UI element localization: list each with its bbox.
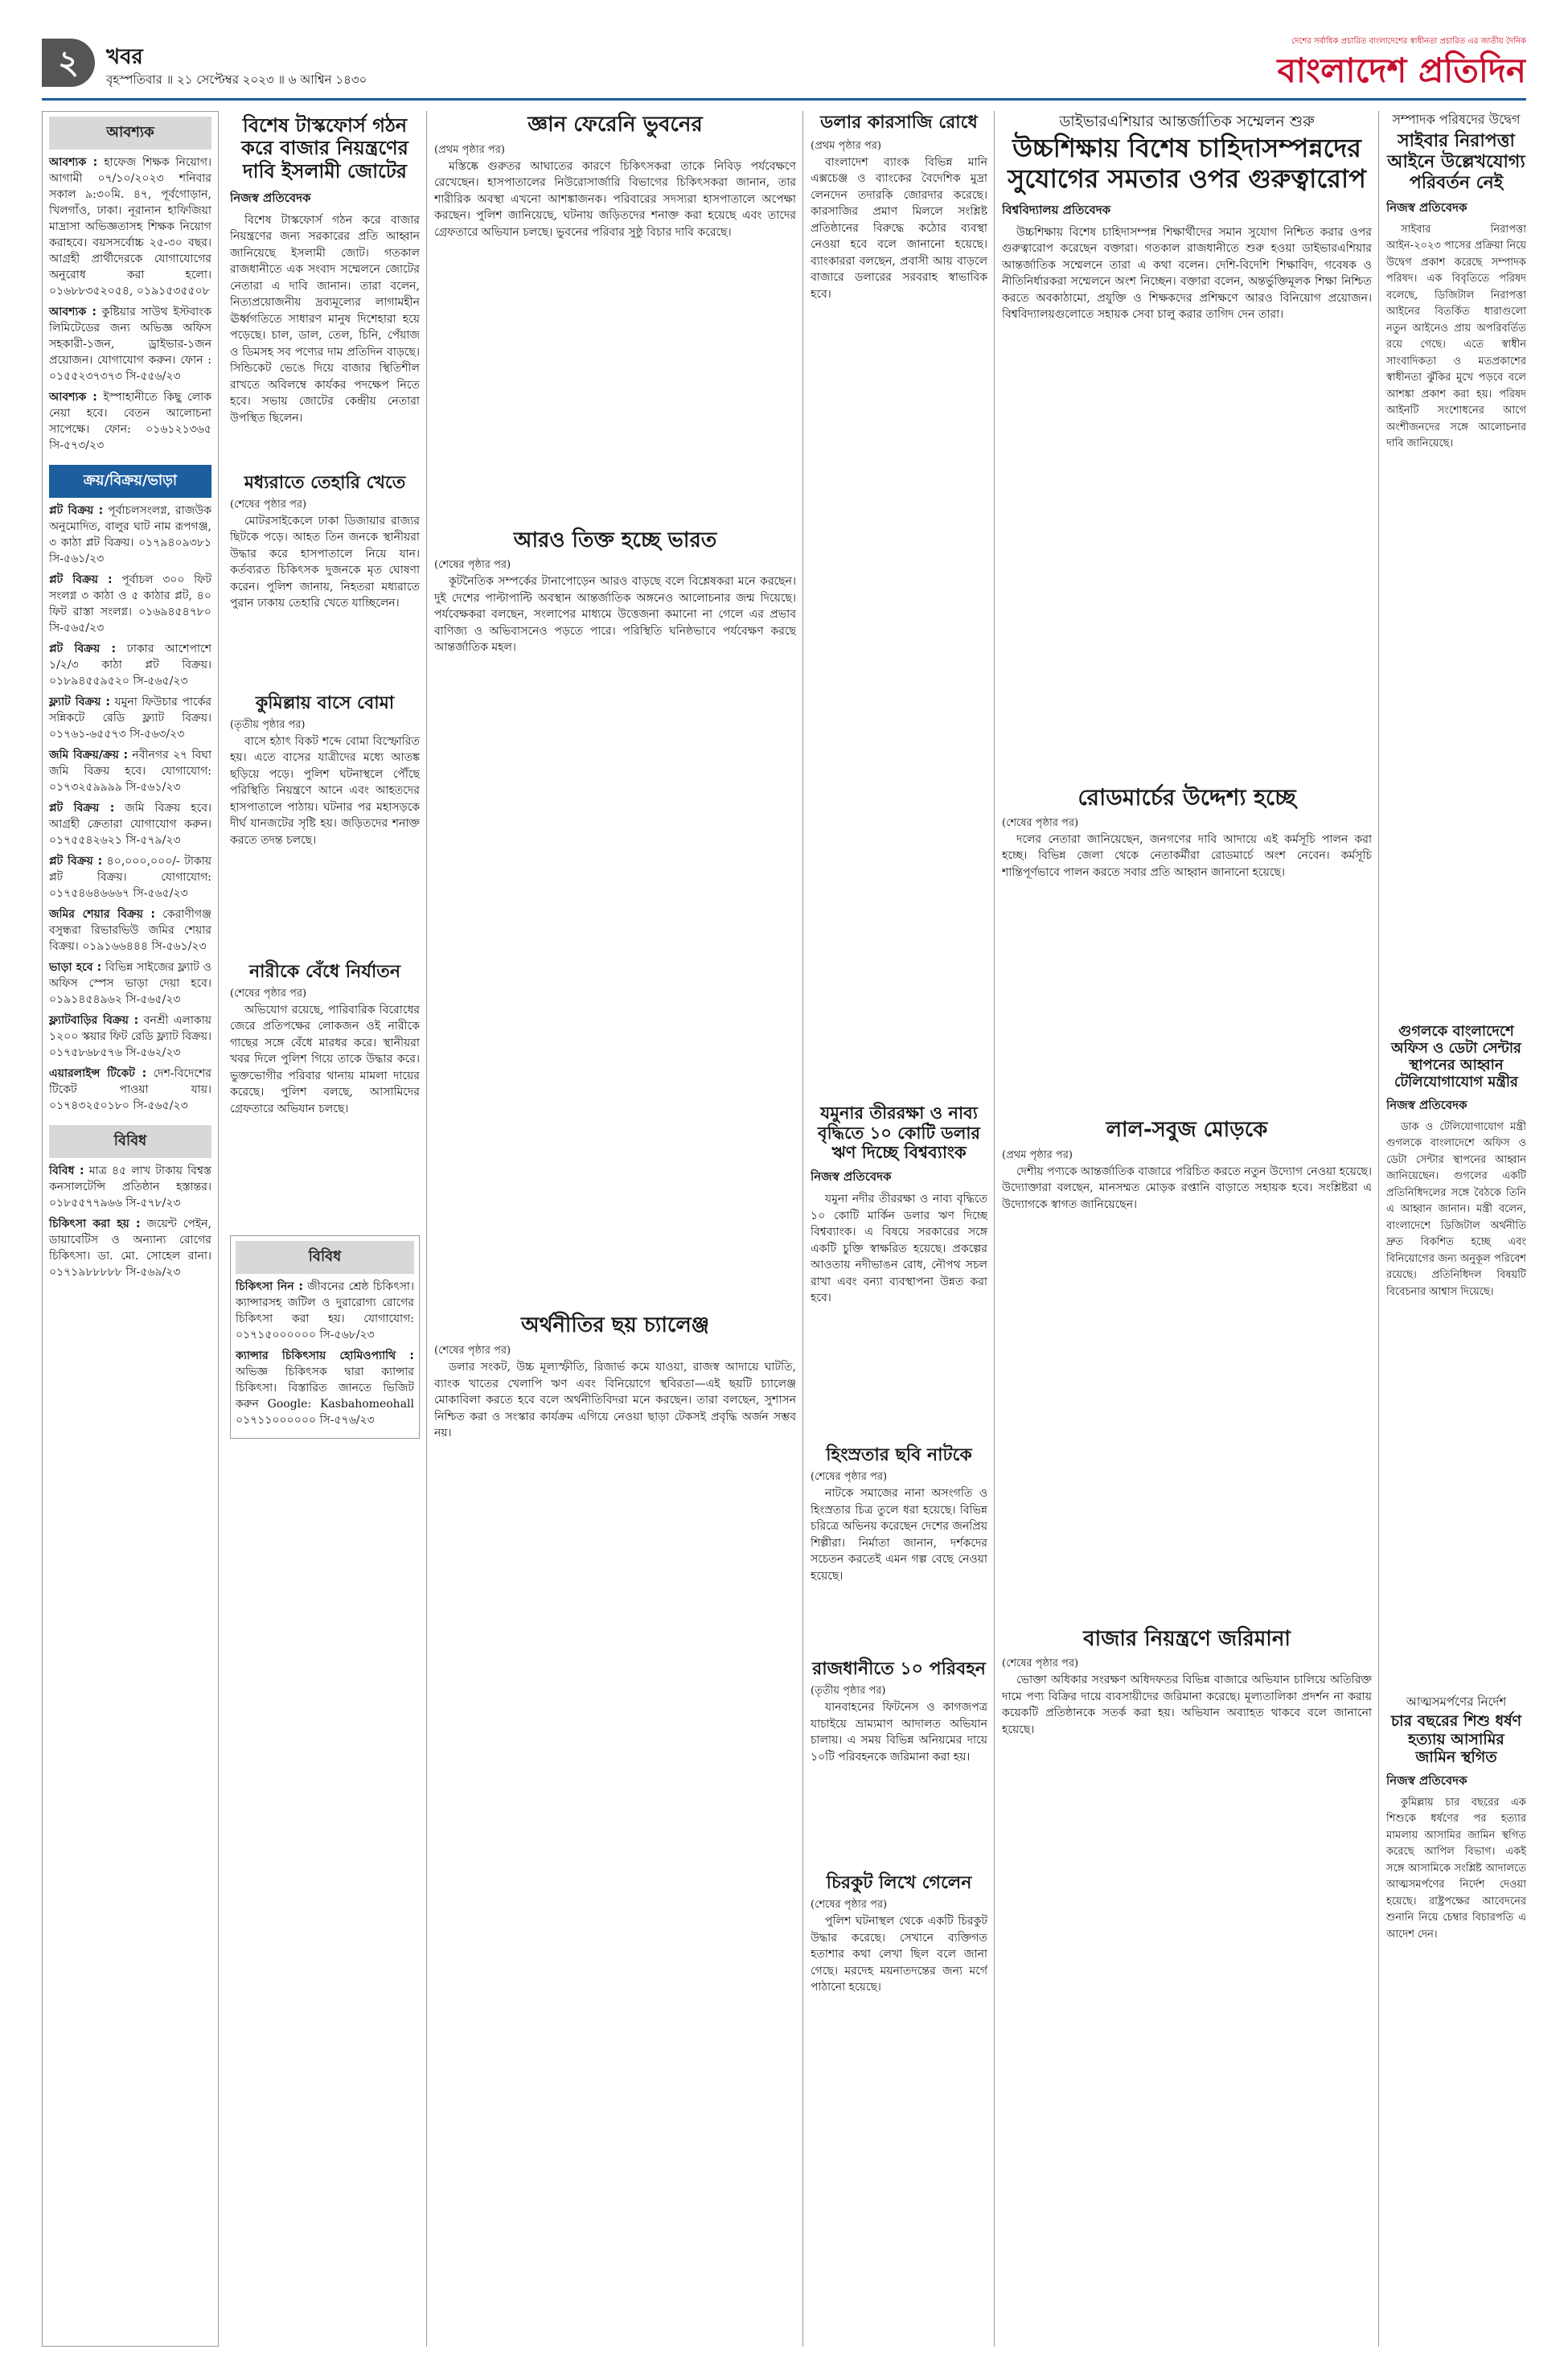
classified-item: চিকিৎসা নিন : জীবনের শ্রেষ্ঠ চিকিৎসা। ক্যান্সারসহ জটিল ও দুরারোগ্য রোগের চিকিৎসা করা হয়। যোগাযোগ: ০১৭১৫০০০০০০ সি-৫৬৮/২৩ (236, 1279, 415, 1341)
article-child-case (1386, 1695, 1526, 2197)
article-bhuban (434, 113, 796, 512)
article-comilla-bomb (230, 693, 420, 943)
article-market-fine (1002, 1627, 1372, 2236)
article-body: যমুনা নদীর তীররক্ষা ও নাব্য বৃদ্ধিতে ১০ কোটি মার্কিন ডলার ঋণ দিচ্ছে বিশ্বব্যাংক। এ বিষয়ে সরকারের সঙ্গে একটি চুক্তি স্বাক্ষরিত হয়েছে। প্রকল্পের আওতায় নদীভাঙন রোধ, নৌপথ সচল রাখা এবং বন্যা ব্যবস্থাপনা উন্নত করা হবে। (811, 1193, 987, 1305)
article-byline: নিজস্ব প্রতিবেদক (230, 190, 311, 205)
article-headline: লাল-সবুজ মোড়কে (1106, 1117, 1268, 1142)
article-body: ভোক্তা অধিকার সংরক্ষণ অধিদফতর বিভিন্ন বাজারে অভিযান চালিয়ে অতিরিক্ত দামে পণ্য বিক্রির দায়ে ব্যবসায়ীদের জরিমানা করেছে। মূল্যতালিকা প্রদর্শন না করায় কয়েকটি প্রতিষ্ঠানকে সতর্ক করা হয়। অভিযান অব্যাহত থাকবে বলে জানানো হয়েছে। (1002, 1674, 1372, 1736)
article-body: মোটরসাইকেলে ঢাকা ডিজায়ার রাজ্যর ছিটকে পড়ে। আহত তিন জনকে স্থানীয়রা উদ্ধার করে হাসপাতালে নিয়ে যান। কর্তব্যরত চিকিৎসক দুজনকে মৃত ঘোষণা করেন। পুলিশ জানায়, নিহতরা মধ্যরাতে পুরান ঢাকায় তেহারি খেতে যাচ্ছিলেন। (230, 514, 420, 610)
article-body: পুলিশ ঘটনাস্থল থেকে একটি চিরকুট উদ্ধার করেছে। সেখানে ব্যক্তিগত হতাশার কথা লেখা ছিল বলে জানা গেছে। মরদেহ ময়নাতদন্তের জন্য মর্গে পাঠানো হয়েছে। (811, 1915, 987, 1994)
article-kicker: সম্পাদক পরিষদের উদ্বেগ (1392, 112, 1521, 127)
article-body: কুমিল্লায় চার বছরের এক শিশুকে ধর্ষণের পর হত্যার মামলায় আসামির জামিন স্থগিত করেছে আপিল বিভাগ। একই সঙ্গে আসামিকে সংশ্লিষ্ট আদালতে আত্মসমর্পণের নির্দেশ দেওয়া হয়েছে। রাষ্ট্রপক্ষের আবেদনের শুনানি নিয়ে চেম্বার বিচারপতি এ আদেশ দেন। (1386, 1796, 1526, 1941)
logo-tagline: দেশের সর্বাধিক প্রচারিত বাংলাদেশের স্বাধীনতা প্রচারিত এর জাতীয় দৈনিক (1291, 37, 1526, 46)
article-woman-torture (230, 962, 420, 1211)
article-body: বাংলাদেশ ব্যাংক বিভিন্ন মানি এক্সচেঞ্জ ও ব্যাংকের বৈদেশিক মুদ্রা লেনদেন তদারকি জোরদার করেছে। কারসাজির প্রমাণ মিললে সংশ্লিষ্ট প্রতিষ্ঠানের বিরুদ্ধে কঠোর ব্যবস্থা নেওয়া হবে বলে জানানো হয়েছে। ব্যাংকাররা বলছেন, প্রবাসী আয় বাড়লে বাজারে ডলারের সরবরাহ স্বাভাবিক হবে। (811, 155, 987, 301)
article-body: দেশীয় পণ্যকে আন্তর্জাতিক বাজারে পরিচিত করতে নতুন উদ্যোগ নেওয়া হয়েছে। উদ্যোক্তারা বলছেন, মানসম্মত মোড়ক রপ্তানি বাড়াতে সহায়ক হবে। সংশ্লিষ্টরা এ উদ্যোগকে স্বাগত জানিয়েছেন। (1002, 1164, 1372, 1211)
classified-item: জমি বিক্রয়/ক্রয় : নবীনগর ২৭ বিঘা জমি বিক্রয় হবে। যোগাযোগ: ০১৭৩২৫৯৯৯৯ সি-৫৬১/২৩ (49, 749, 212, 794)
column-6 (1002, 111, 1372, 2347)
continuation-note: (শেষের পৃষ্ঠার পর) (230, 498, 307, 511)
classified-item: এয়ারলাইন্স টিকেট : দেশ-বিদেশের টিকেট পাওয়া যায়। ০১৭৪৩২৫০১৮০ সি-৫৬৫/২৩ (49, 1067, 211, 1112)
article-google (1386, 1023, 1526, 1682)
masthead-logo (1156, 35, 1526, 93)
column-3 (434, 111, 796, 2347)
article-byline: নিজস্ব প্রতিবেদক (1386, 1097, 1467, 1112)
continuation-note: (প্রথম পৃষ্ঠার পর) (811, 139, 881, 152)
bibidh-box (230, 1235, 420, 1439)
article-jamuna (811, 1103, 987, 1432)
classified-item: বিবিধ : মাত্র ৪৫ লাখ টাকায় বিশ্বস্ত কনসালটেন্সি প্রতিষ্ঠান হস্তান্তর। ০১৮৫৫৭৭৯৬৬ সি-৫৭৮/২৩ (49, 1164, 212, 1210)
article-body: উচ্চশিক্ষায় বিশেষ চাহিদাসম্পন্ন শিক্ষার্থীদের সমান সুযোগ নিশ্চিত করার ওপর গুরুত্বারোপ করেছেন বক্তারা। গতকাল রাজধানীতে শুরু হওয়া ডাইভারএশিয়ার আন্তর্জাতিক সম্মেলনে তারা এ কথা বলেন। দেশি-বিদেশি শিক্ষাবিদ, গবেষক ও নীতিনির্ধারকরা সম্মেলনে অংশ নিচ্ছেন। বক্তারা বলেন, অন্তর্ভুক্তিমূলক শিক্ষা নিশ্চিত করতে অবকাঠামো, প্রযুক্তি ও শিক্ষকদের প্রশিক্ষণে আরও বিনিয়োগ প্রয়োজন। বিশ্ববিদ্যালয়গুলোতে সহায়ক সেবা চালু করার তাগিদ দেন তারা। (1002, 225, 1372, 322)
continuation-note: (শেষের পৃষ্ঠার পর) (811, 1471, 888, 1484)
classified-item: প্লট বিক্রয় : পূর্বাচলসংলগ্ন, রাজউক অনুমোদিত, বালুর ঘাট নাম রূপগঞ্জ, ৩ কাঠা প্লট বিক্রয়। ০১৭৯৪০৯৩৮১ সি-৫৬১/২৩ (49, 504, 211, 565)
classified-item: ক্যান্সার চিকিৎসায় হোমিওপ্যাথি : অভিজ্ঞ চিকিৎসক দ্বারা ক্যান্সার চিকিৎসা। বিস্তারিত জানতে ভিজিট করুন Google: Kasbahomeohall ০১৭১১০০০০০০ সি-৫৭৬/২৩ (236, 1349, 414, 1427)
column-rule (802, 111, 803, 2347)
continuation-note: (শেষের পৃষ্ঠার পর) (230, 987, 307, 1000)
article-body: নাটকে সমাজের নানা অসংগতি ও হিংস্রতার চিত্র তুলে ধরা হয়েছে। বিভিন্ন চরিত্রে অভিনয় করেছেন দেশের জনপ্রিয় শিল্পীরা। নির্মাতা জানান, দর্শকদের সচেতন করতেই এমন গল্প বেছে নেওয়া হয়েছে। (811, 1487, 987, 1583)
column-5 (811, 111, 987, 2347)
continuation-note: (তৃতীয় পৃষ্ঠার পর) (811, 1685, 886, 1698)
article-body: কূটনৈতিক সম্পর্কের টানাপোড়েন আরও বাড়ছে বলে বিশ্লেষকরা মনে করছেন। দুই দেশের পাল্টাপাল্টি অবস্থান আন্তর্জাতিক অঙ্গনেও আলোচনার জন্ম দিয়েছে। পর্যবেক্ষকরা বলছেন, সংলাপের মাধ্যমে উত্তেজনা কমানো না গেলে এর প্রভাব বাণিজ্য ও অভিবাসনেও পড়তে পারে। পরিস্থিতি ঘনিষ্ঠভাবে পর্যবেক্ষণ করছে আন্তর্জাতিক মহল। (434, 575, 796, 655)
article-byline: নিজস্ব প্রতিবেদক (811, 1169, 892, 1185)
continuation-note: (শেষের পৃষ্ঠার পর) (1002, 816, 1079, 829)
article-kicker: ডাইভারএশিয়ার আন্তর্জাতিক সম্মেলন শুরু (1059, 113, 1315, 130)
classified-item: ফ্ল্যাটবাড়ির বিক্রয় : বনশ্রী এলাকায় ১২০০ স্কয়ার ফিট রেডি ফ্ল্যাট বিক্রয়। ০১৭৫৮৬৮৫৭৬ সি-৫৬২/২৩ (49, 1014, 212, 1059)
article-diversasia (1002, 113, 1372, 771)
classified-head-buy-sell: ক্রয়/বিক্রয়/ভাড়া (49, 465, 211, 498)
column-2 (230, 111, 420, 2347)
classified-list-buy-sell (49, 503, 211, 1114)
article-headline: রাজধানীতে ১০ পরিবহন (812, 1659, 986, 1680)
article-headline: সাইবার নিরাপত্তা আইনে উল্লেখযোগ্য পরিবর্তন নেই (1387, 130, 1525, 193)
article-headline: কুমিল্লায় বাসে বোমা (255, 692, 395, 713)
article-islami-jote (230, 114, 420, 454)
article-kicker: আত্মসমর্পণের নির্দেশ (1406, 1694, 1507, 1709)
classified-item: প্লট বিক্রয় : ৪০,০০০,০০০/- টাকায় প্লট বিক্রয়। যোগাযোগ: ০১৭৫৪৬৪৬৬৬৭ সি-৫৬৫/২৩ (49, 855, 211, 900)
logo-text: বাংলাদেশ প্রতিদিন (1277, 51, 1526, 90)
article-headline: মধ্যরাতে তেহারি খেতে (244, 472, 406, 493)
article-body: অভিযোগ রয়েছে, পারিবারিক বিরোধের জেরে প্রতিপক্ষের লোকজন ওই নারীকে গাছের সঙ্গে বেঁধে মারধর করে। স্থানীয়রা খবর দিলে পুলিশ গিয়ে তাকে উদ্ধার করে। ভুক্তভোগীর পরিবার থানায় মামলা দায়ের করেছে। পুলিশ বলছে, আসামিদের গ্রেফতারে অভিযান চলছে। (230, 1003, 420, 1115)
article-body: বাসে হঠাৎ বিকট শব্দে বোমা বিস্ফোরিত হয়। এতে বাসের যাত্রীদের মধ্যে আতঙ্ক ছড়িয়ে পড়ে। পুলিশ ঘটনাস্থলে পৌঁছে পরিস্থিতি নিয়ন্ত্রণে আনে এবং আহতদের হাসপাতালে পাঠায়। ঘটনার পর মহাসড়কে দীর্ঘ যানজটের সৃষ্টি হয়। জড়িতদের শনাক্ত করতে তদন্ত চলছে। (230, 734, 420, 847)
article-headline: উচ্চশিক্ষায় বিশেষ চাহিদাসম্পন্নদের সুযোগের সমতার ওপর গুরুত্বারোপ (1008, 133, 1366, 195)
classified-list-misc (49, 1163, 211, 1280)
article-body: যানবাহনের ফিটনেস ও কাগজপত্র যাচাইয়ে ভ্রাম্যমাণ আদালত অভিযান চালায়। এ সময় বিভিন্ন অনিয়মের দায়ে ১০টি পরিবহনকে জরিমানা করা হয়। (811, 1701, 987, 1764)
classified-item: ভাড়া হবে : বিভিন্ন সাইজের ফ্ল্যাট ও অফিস স্পেস ভাড়া দেয়া হবে। ০১৯১৪৫৪৯৬২ সি-৫৬৫/২৩ (49, 961, 211, 1006)
article-byline: নিজস্ব প্রতিবেদক (1386, 199, 1467, 215)
continuation-note: (শেষের পৃষ্ঠার পর) (811, 1899, 888, 1912)
article-red-green (1002, 1118, 1372, 1614)
page-header (42, 35, 1526, 95)
classified-list-wanted (49, 154, 211, 454)
article-drama (811, 1445, 987, 1646)
continuation-note: (প্রথম পৃষ্ঠার পর) (1002, 1148, 1073, 1161)
article-cyber (1386, 113, 1526, 1010)
classified-item: চিকিৎসা করা হয় : জয়েন্ট পেইন, ডায়াবেটিস ও অন্যান্য রোগের চিকিৎসা। ডা. মো. সোহেল রানা। ০১৭১৯৮৮৮৮৮ সি-৫৬৯/২৩ (49, 1218, 211, 1279)
bibidh-head: বিবিধ (236, 1241, 414, 1274)
article-india (434, 528, 796, 1298)
article-note (811, 1873, 987, 2154)
article-headline: বাজার নিয়ন্ত্রণে জরিমানা (1083, 1626, 1291, 1651)
article-headline: নারীকে বেঁধে নির্যাতন (249, 961, 400, 982)
page-number: ২ (57, 44, 79, 81)
classified-item: প্লট বিক্রয় : ঢাকার আশেপাশে ১/২/৩ কাঠা প্লট বিক্রয়। ০১৮৯৪৫৫৯৫২০ সি-৫৬৫/২৩ (49, 643, 211, 688)
article-dollar (811, 113, 987, 1087)
continuation-note: (শেষের পৃষ্ঠার পর) (434, 1345, 511, 1357)
section-name: খবর (106, 45, 143, 69)
continuation-note: (শেষের পৃষ্ঠার পর) (434, 559, 511, 572)
classified-head-misc: বিবিধ (49, 1125, 211, 1158)
article-body: দলের নেতারা জানিয়েছেন, জনগণের দাবি আদায়ে এই কর্মসূচি পালন করা হচ্ছে। বিভিন্ন জেলা থেকে নেতাকর্মীরা রোডমার্চে অংশ নেবেন। কর্মসূচি শান্তিপূর্ণভাবে পালন করতে সবার প্রতি আহ্বান জানানো হয়েছে। (1002, 832, 1372, 879)
header-rule (42, 98, 1526, 101)
article-tehari (230, 473, 420, 674)
classified-item: আবশ্যক : হাফেজ শিক্ষক নিয়োগ। আগামী ০৭/১০/২০২৩ শনিবার সকাল ৯:৩০মি. ৪৭, পূর্বগোড়ান, খিলগাঁও, ঢাকা। নূরানান হাফিজিয়া মাদ্রাসা অভিজ্ঞতাসহ শিক্ষক নিয়োগ করাহবে। বয়সসর্বোচ্চ ২৫-৩০ বছর। আগ্রহী প্রার্থীদেরকে যোগাযোগের অনুরোধ করা হলো। ০১৬৮৮৩৫২০৫৪, ০১৯১৫৩৫৫০৮ (49, 156, 212, 298)
article-headline: চিরকুট লিখে গেলেন (826, 1873, 972, 1894)
article-roadmarch (1002, 784, 1372, 1105)
column-rule (1378, 111, 1379, 2347)
classifieds-column (42, 111, 219, 2347)
article-body: মস্তিষ্কে গুরুতর আঘাতের কারণে চিকিৎসকরা তাকে নিবিড় পর্যবেক্ষণে রেখেছেন। হাসপাতালের নিউরোসার্জারি বিভাগের চিকিৎসকরা জানান, তার শারীরিক অবস্থা এখনো আশঙ্কাজনক। পরিবারের সদস্যরা হাসপাতালে অপেক্ষা করছেন। পুলিশ জানিয়েছে, ঘটনায় জড়িতদের শনাক্ত করা হয়েছে এবং তাদের গ্রেফতারে অভিযান চলছে। ভুবনের পরিবার সুষ্ঠু বিচার দাবি করেছে। (434, 159, 796, 239)
classified-item: ফ্ল্যাট বিক্রয় : যমুনা ফিউচার পার্কের সন্নিকটে রেডি ফ্ল্যাট বিক্রয়। ০১৭৬১-৬৫৫৭৩ সি-৫৬৩/২৩ (49, 696, 211, 741)
page-number-badge (42, 39, 95, 87)
article-headline: বিশেষ টাস্কফোর্স গঠন করে বাজার নিয়ন্ত্রণের দাবি ইসলামী জোটের (241, 114, 408, 183)
classified-item: আবশ্যক : ইস্পাহানীতে কিছু লোক নেয়া হবে। বেতন আলোচনা সাপেক্ষে। ফোন: ০১৬১২১৩৬৫ সি-৫৭৩/২৩ (49, 391, 212, 452)
article-headline: অর্থনীতির ছয় চ্যালেঞ্জ (521, 1313, 709, 1338)
continuation-note: (শেষের পৃষ্ঠার পর) (1002, 1657, 1079, 1670)
classified-item: আবশ্যক : কুষ্টিয়ার সাউথ ইস্টবাংক লিমিটেডের জন্য অভিজ্ঞ অফিস সহকারী-১জন, ড্রাইভার-১জন প্রয়োজন। যোগাযোগ করুন। ফোন : ০১৫৫২৩৭৩৭৩ সি-৫৫৬/২৩ (49, 306, 212, 383)
continuation-note: (তৃতীয় পৃষ্ঠার পর) (230, 718, 306, 731)
article-headline: জ্ঞান ফেরেনি ভুবনের (527, 113, 703, 137)
article-transport (811, 1659, 987, 1860)
article-headline: রোডমার্চের উদ্দেশ্য হচ্ছে (1077, 783, 1296, 811)
date-line: বৃহস্পতিবার ॥ ২১ সেপ্টেম্বর ২০২৩ ॥ ৬ আশ্বিন ১৪৩০ (106, 72, 367, 87)
article-body: ডাক ও টেলিযোগাযোগ মন্ত্রী গুগলকে বাংলাদেশে অফিস ও ডেটা সেন্টার স্থাপনের আহ্বান জানিয়েছেন। গুগলের একটি প্রতিনিধিদলের সঙ্গে বৈঠকে তিনি এ আহ্বান জানান। মন্ত্রী বলেন, বাংলাদেশে ডিজিটাল অর্থনীতি দ্রুত বিকশিত হচ্ছে এবং বিনিয়োগের জন্য অনুকূল পরিবেশ রয়েছে। প্রতিনিধিদল বিষয়টি বিবেচনার আশ্বাস দিয়েছে। (1386, 1120, 1526, 1298)
article-body: বিশেষ টাস্কফোর্স গঠন করে বাজার নিয়ন্ত্রণের জন্য সরকারের প্রতি আহ্বান জানিয়েছে ইসলামী জোট। গতকাল রাজধানীতে এক সংবাদ সম্মেলনে জোটের নেতারা এ দাবি জানান। তারা বলেন, নিত্যপ্রয়োজনীয় দ্রব্যমূল্যের লাগামহীন ঊর্ধ্বগতিতে সাধারণ মানুষ দিশেহারা হয়ে পড়েছে। চাল, ডাল, তেল, চিনি, পেঁয়াজ ও ডিমসহ সব পণ্যের দাম প্রতিদিন বাড়ছে। সিন্ডিকেট ভেঙে দিয়ে বাজার স্থিতিশীল রাখতে অবিলম্বে কার্যকর পদক্ষেপ নিতে হবে। সভায় জোটের কেন্দ্রীয় নেতারা উপস্থিত ছিলেন। (230, 213, 420, 425)
article-headline: আরও তিক্ত হচ্ছে ভারত (513, 528, 717, 552)
classified-item: জমির শেয়ার বিক্রয় : কেরাণীগঞ্জ বসুন্ধরা রিভারভিউ জমির শেয়ার বিক্রয়। ০১৯১৬৬৪৪৪ সি-৫৬১/২৩ (49, 908, 211, 953)
classified-head-wanted: আবশ্যক (49, 117, 211, 150)
column-rule (994, 111, 995, 2347)
article-economy (434, 1313, 796, 2083)
column-8 (1386, 111, 1526, 2347)
classified-item: প্লট বিক্রয় : পূর্বাচল ৩০০ ফিট সংলগ্ন ৩ কাঠা ও ৫ কাঠার প্লট, ৪০ ফিট রাস্তা সংলগ্ন। ০১৬৯৪৫৪৭৮০ সি-৫৬৫/২৩ (49, 573, 211, 635)
article-byline: নিজস্ব প্রতিবেদক (1386, 1772, 1467, 1788)
article-headline: যমুনার তীররক্ষা ও নাব্য বৃদ্ধিতে ১০ কোটি ডলার ঋণ দিচ্ছে বিশ্বব্যাংক (817, 1103, 980, 1163)
article-byline: বিশ্ববিদ্যালয় প্রতিবেদক (1002, 202, 1111, 217)
article-headline: গুগলকে বাংলাদেশে অফিস ও ডেটা সেন্টার স্থাপনের আহ্বান টেলিযোগাযোগ মন্ত্রীর (1391, 1022, 1521, 1091)
article-headline: হিংস্রতার ছবি নাটকে (826, 1445, 972, 1466)
article-headline: ডলার কারসাজি রোধে (820, 113, 978, 133)
column-rule (426, 111, 427, 2347)
article-body: সাইবার নিরাপত্তা আইন-২০২৩ পাসের প্রক্রিয়া নিয়ে উদ্বেগ প্রকাশ করেছে সম্পাদক পরিষদ। এক বিবৃতিতে পরিষদ বলেছে, ডিজিটাল নিরাপত্তা আইনের বিতর্কিত ধারাগুলো নতুন আইনেও প্রায় অপরিবর্তিত রয়ে গেছে। এতে স্বাধীন সাংবাদিকতা ও মতপ্রকাশের স্বাধীনতা ঝুঁকির মুখে পড়বে বলে আশঙ্কা প্রকাশ করা হয়। পরিষদ আইনটি সংশোধনের আগে অংশীজনদের সঙ্গে আলোচনার দাবি জানিয়েছে। (1386, 223, 1526, 450)
article-body: ডলার সংকট, উচ্চ মূল্যস্ফীতি, রিজার্ভ কমে যাওয়া, রাজস্ব আদায়ে ঘাটতি, ব্যাংক খাতের খেলাপি ঋণ এবং বিনিয়োগে স্থবিরতা—এই ছয়টি চ্যালেঞ্জ মোকাবিলা করতে হবে বলে অর্থনীতিবিদরা মনে করছেন। তারা বলছেন, সুশাসন নিশ্চিত করা ও সংস্কার কার্যক্রম এগিয়ে নেওয়া ছাড়া টেকসই প্রবৃদ্ধি অর্জন সম্ভব নয়। (434, 1361, 796, 1440)
continuation-note: (প্রথম পৃষ্ঠার পর) (434, 143, 505, 156)
classified-item: প্লট বিক্রয় : জমি বিক্রয় হবে। আগ্রহী ক্রেতারা যোগাযোগ করুন। ০১৭৫৫৪২৬২১ সি-৫৭৯/২৩ (49, 802, 212, 847)
article-headline: চার বছরের শিশু ধর্ষণ হত্যায় আসামির জামিন স্থগিত (1390, 1712, 1522, 1767)
